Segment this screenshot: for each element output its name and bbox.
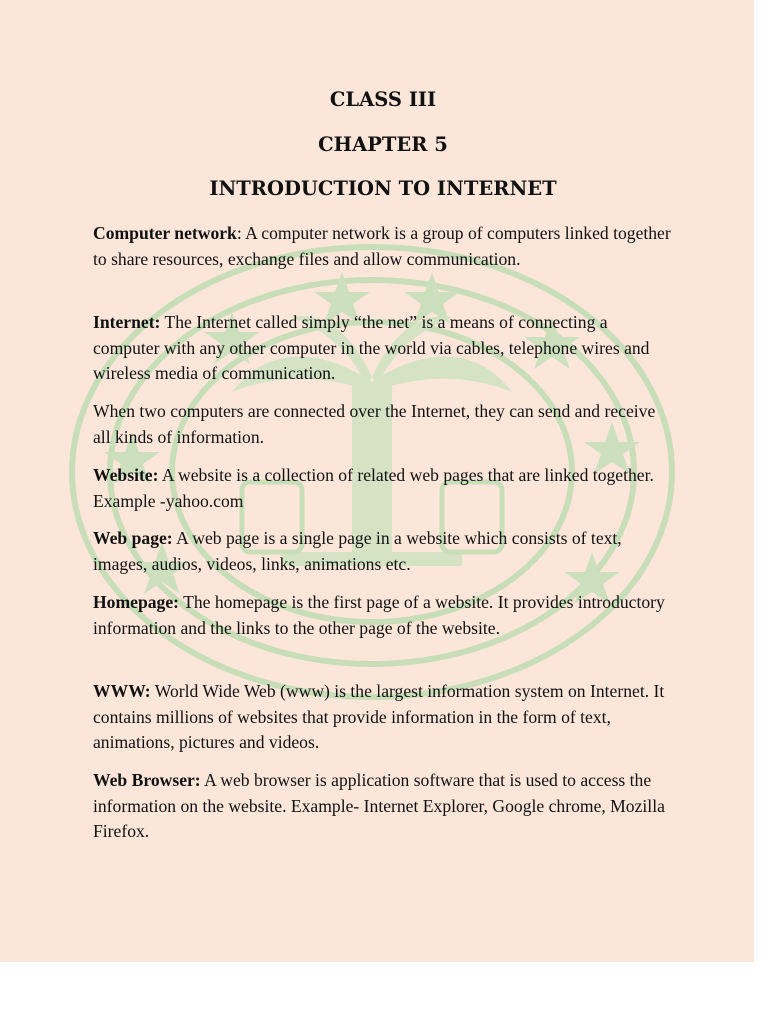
section-text: A computer network is a group of computers linked together to share resources, exchange files and allow communication. bbox=[93, 223, 671, 269]
section-text: When two computers are connected over the Internet, they can send and receive all kinds of information. bbox=[93, 401, 656, 447]
section-web-browser bbox=[93, 768, 673, 845]
section-www bbox=[93, 679, 673, 756]
section-website bbox=[93, 463, 673, 514]
section-term: Website: bbox=[93, 465, 159, 485]
section-separator: : bbox=[236, 223, 242, 243]
section-text: World Wide Web (www) is the largest information system on Internet. It contains millions of websites that provide information in the form of text, animations, pictures and videos. bbox=[93, 681, 665, 752]
section-text: A web browser is application software that is used to access the information on the website. Example- Internet Explorer, Google chrome, Mozilla Firefox. bbox=[93, 770, 665, 841]
section-term: Computer network bbox=[93, 223, 237, 243]
section-term: Web page: bbox=[93, 528, 173, 548]
section-term: WWW: bbox=[93, 681, 151, 701]
chapter-title: CHAPTER 5 bbox=[318, 133, 448, 156]
class-title: CLASS III bbox=[329, 88, 437, 111]
section-internet-note bbox=[93, 399, 673, 450]
chapter-subtitle: INTRODUCTION TO INTERNET bbox=[209, 177, 557, 200]
section-text: The homepage is the first page of a website. It provides introductory information and the links to the other page of the website. bbox=[93, 592, 665, 638]
section-text: A website is a collection of related web pages that are linked together. Example -yahoo.com bbox=[93, 465, 654, 511]
section-term: Web Browser: bbox=[93, 770, 201, 790]
section-homepage bbox=[93, 590, 673, 641]
section-term: Internet: bbox=[93, 312, 161, 332]
section-term: Homepage: bbox=[93, 592, 179, 612]
section-web-page bbox=[93, 526, 673, 577]
section-text: The Internet called simply “the net” is a means of connecting a computer with any other computer in the world via cables, telephone wires and wireless media of communication. bbox=[93, 312, 650, 383]
section-computer-network bbox=[93, 221, 673, 272]
section-text: A web page is a single page in a website which consists of text, images, audios, videos, links, animations etc. bbox=[93, 528, 622, 574]
section-internet bbox=[93, 310, 673, 387]
